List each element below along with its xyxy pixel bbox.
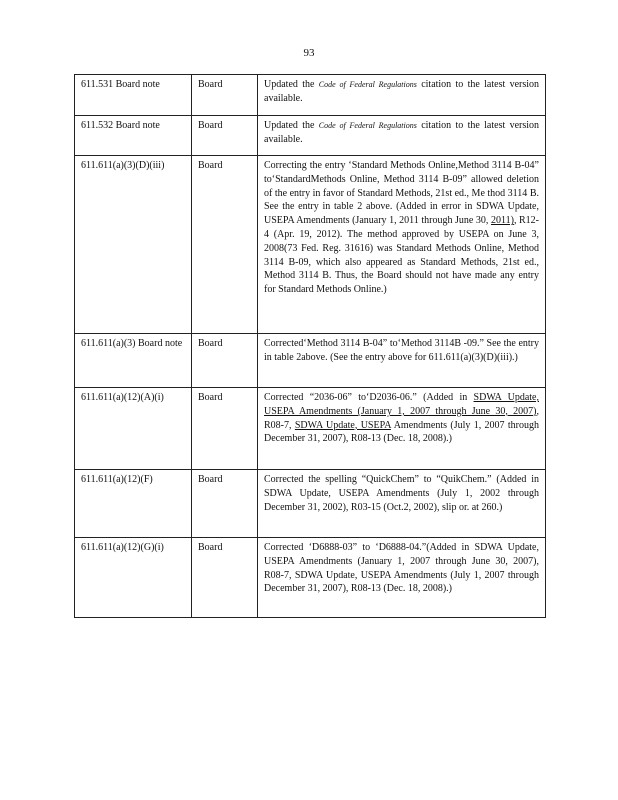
source-cell: Board [192, 334, 258, 388]
source-cell: Board [192, 538, 258, 618]
note-cell: Corrected‘Method 3114 B-04” to‘Method 3114B -09.” See the entry in table 2above. (See the entry above for 611.611(a)(3)(D)(iii).) [258, 334, 546, 388]
section-cell: 611.531 Board note [75, 75, 192, 116]
note-cell [258, 388, 546, 470]
note-underlined-text: 2011) [490, 215, 514, 227]
note-cell [258, 156, 546, 334]
source-cell: Board [192, 116, 258, 156]
note-cell: Corrected ‘D6888-03” to ‘D6888-04.”(Added in SDWA Update, USEPA Amendments (January 1, 2007 through June 30, 2007), R08-7, SDWA Update, USEPA Amendments (July 1, 2007 through December 31, 2007), R08-13 (Dec. 18, 2008).) [258, 538, 546, 618]
amendments-table [74, 74, 546, 618]
note-text: , R12-4 (Apr. 19, 2012). The method approved by USEPA on June 3, 2008(73 Fed. Reg. 31616) was Standard Methods Online, Method 3114 B-09, which also appeared as Standard Methods, 21st ed., Method 3114 B. Thus, the Board should not have made any entry for Standard Methods Online.) [264, 215, 539, 296]
source-cell: Board [192, 75, 258, 116]
source-cell: Board [192, 470, 258, 538]
section-cell: 611.611(a)(3)(D)(iii) [75, 156, 192, 334]
table-row [75, 334, 546, 388]
note-cell [258, 116, 546, 156]
table-row [75, 470, 546, 538]
note-underlined-text: SDWA Update, USEPA Amendments (January 1, 2007 through June 30, 2007) [264, 392, 539, 417]
page-number: 93 [303, 47, 315, 59]
note-text: citation to the latest version available. [264, 120, 540, 145]
note-text: Amendments (July 1, 2007 through December 31, 2007), R08-13 (Dec. 18, 2008).) [264, 419, 539, 445]
section-cell: 611.611(a)(3) Board note [75, 334, 192, 388]
source-cell: Board [192, 156, 258, 334]
note-text: Corrected “2036-06” to‘D2036-06.” (Added in [264, 392, 474, 403]
section-cell: 611.611(a)(12)(A)(i) [75, 388, 192, 470]
note-citation: Code of Federal Regulations [318, 80, 417, 89]
note-underlined-text: SDWA Update, USEPA [294, 419, 391, 431]
table-row [75, 156, 546, 334]
table-row [75, 388, 546, 470]
section-cell: 611.532 Board note [75, 116, 192, 156]
table-row [75, 75, 546, 116]
source-cell: Board [192, 388, 258, 470]
note-text: , R08-7, [264, 405, 539, 431]
note-citation: Code of Federal Regulations [318, 121, 417, 130]
note-text: Updated the [264, 79, 319, 90]
note-text: Correcting the entry ‘Standard Methods Online,Method 3114 B-04” to‘StandardMethods Online, Method 3114 B-09” allowed deletion of the entry in favor of Standard Methods, 21st ed., Me thod 3114 B. See the entry in table 2 above. (Added in error in SDWA Update, USEPA Amendments (January 1, 2011 through June 30, [264, 160, 539, 227]
note-cell: Corrected the spelling “QuickChem” to “QuikChem.” (Added in SDWA Update, USEPA Amendments (July 1, 2002 through December 31, 2002), R03-15 (Oct.2, 2002), slip or. at 260.) [258, 470, 546, 538]
section-cell: 611.611(a)(12)(F) [75, 470, 192, 538]
note-cell [258, 75, 546, 116]
note-text: Updated the [264, 120, 319, 131]
section-cell: 611.611(a)(12)(G)(i) [75, 538, 192, 618]
table-row [75, 538, 546, 618]
table-row [75, 116, 546, 156]
note-text: citation to the latest version available. [264, 79, 540, 104]
